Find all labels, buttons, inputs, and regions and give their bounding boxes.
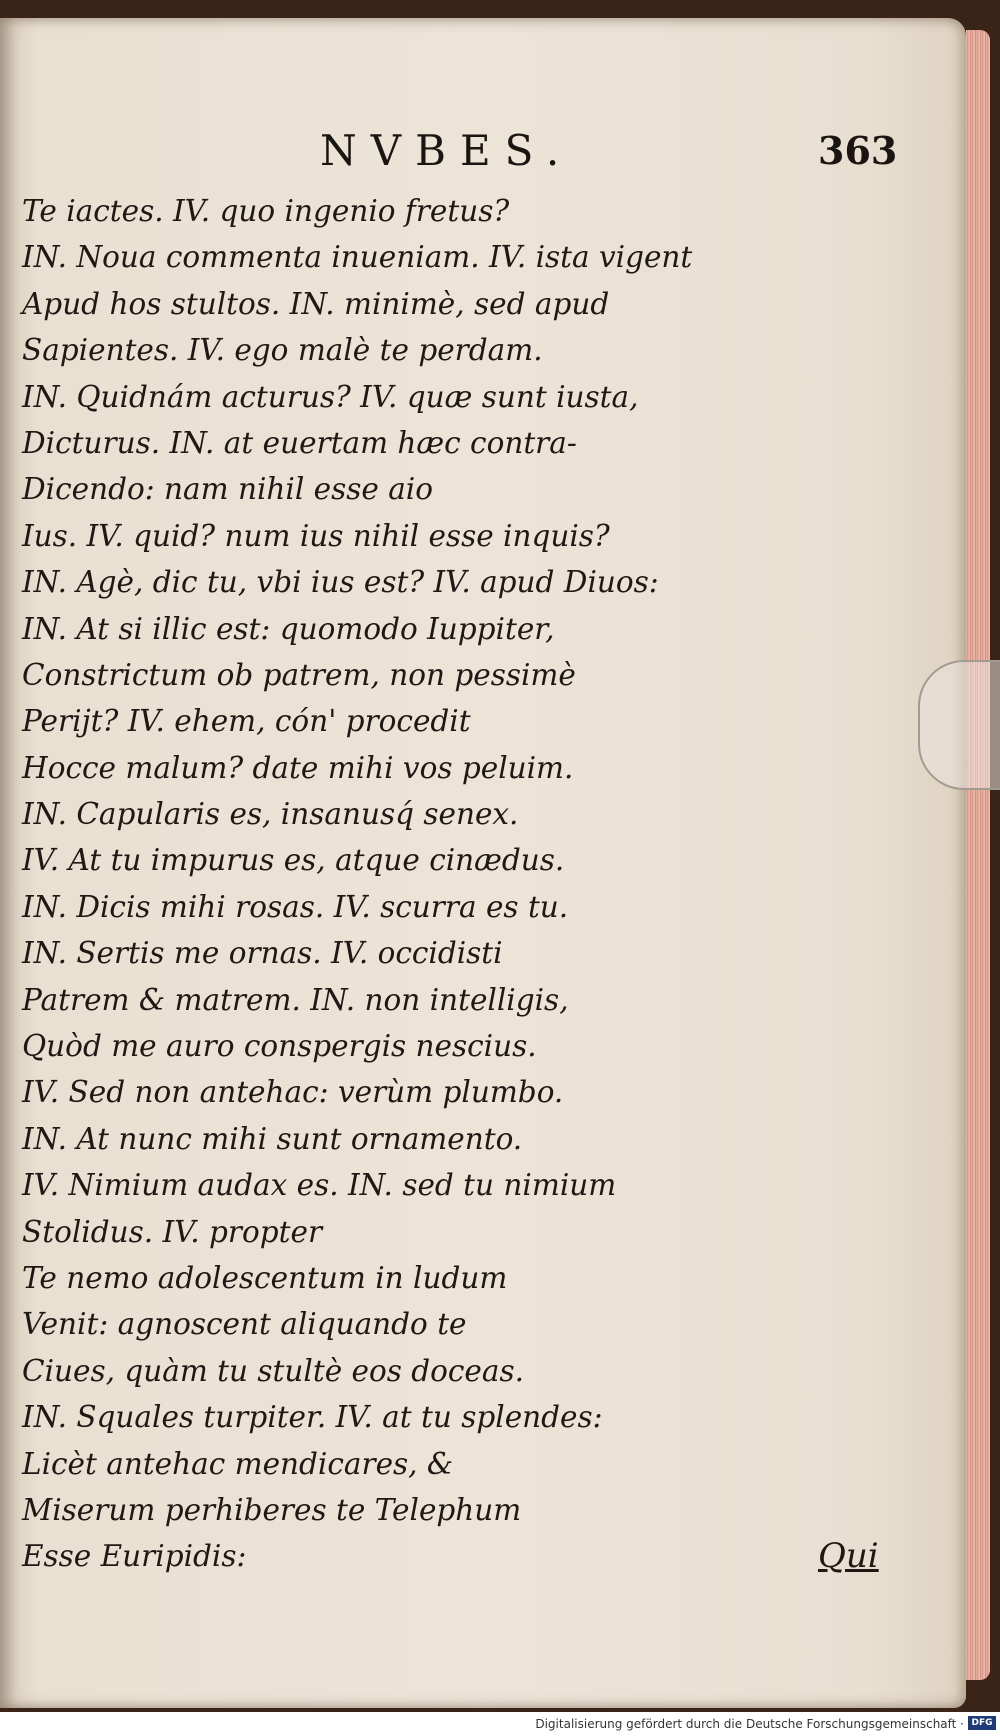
body-text bbox=[22, 188, 722, 1580]
page-clip bbox=[918, 660, 1000, 790]
footer bbox=[0, 1712, 1000, 1736]
text-line: Ius. IV. quid? num ius nihil esse inquis? bbox=[22, 518, 610, 553]
text-line: Miserum perhiberes te Telephum bbox=[22, 1492, 522, 1527]
text-line: IN. Noua commenta inueniam. IV. ista vigent bbox=[22, 240, 693, 275]
text-line: IN. Squales turpiter. IV. at tu splendes: bbox=[22, 1400, 603, 1435]
catchword: Qui bbox=[818, 1536, 879, 1576]
running-title: NVBES. bbox=[320, 126, 574, 175]
text-line: Sapientes. IV. ego malè te perdam. bbox=[22, 333, 543, 368]
page-number: 363 bbox=[818, 128, 898, 173]
text-line: Hocce malum? date mihi vos peluim. bbox=[22, 750, 574, 785]
text-line: Constrictum ob patrem, non pessimè bbox=[22, 657, 576, 692]
text-line: IN. Agè, dic tu, vbi ius est? IV. apud Diuos: bbox=[22, 565, 659, 600]
text-line: Patrem & matrem. IN. non intelligis, bbox=[22, 982, 569, 1017]
running-head bbox=[0, 126, 966, 176]
text-line: Apud hos stultos. IN. minimè, sed apud bbox=[22, 286, 610, 321]
text-line: IV. At tu impurus es, atque cinædus. bbox=[22, 843, 565, 878]
text-line: Venit: agnoscent aliquando te bbox=[22, 1307, 467, 1342]
text-line: IV. Sed non antehac: verùm plumbo. bbox=[22, 1075, 564, 1110]
text-line: Te nemo adolescentum in ludum bbox=[22, 1260, 508, 1295]
text-line: Te iactes. IV. quo ingenio fretus? bbox=[22, 194, 510, 228]
text-line: Esse Euripidis: bbox=[22, 1539, 247, 1574]
dfg-logo: DFG bbox=[968, 1716, 996, 1730]
text-line: IN. Sertis me ornas. IV. occidisti bbox=[22, 936, 503, 971]
text-line: IN. At nunc mihi sunt ornamento. bbox=[22, 1121, 523, 1156]
text-line: IN. Quidnám acturus? IV. quæ sunt iusta, bbox=[22, 379, 639, 414]
text-line: Dicturus. IN. at euertam hæc contra- bbox=[22, 425, 577, 460]
text-line: Dicendo: nam nihil esse aio bbox=[22, 472, 433, 507]
book-page bbox=[0, 18, 966, 1708]
text-line: Perijt? IV. ehem, cón' procedit bbox=[22, 704, 471, 739]
text-line: Licèt antehac mendicares, & bbox=[22, 1446, 454, 1481]
text-line: Ciues, quàm tu stultè eos doceas. bbox=[22, 1353, 524, 1388]
text-line: IN. Capularis es, insanusq́ senex. bbox=[22, 797, 519, 832]
page-edge bbox=[966, 30, 990, 1680]
text-line: IV. Nimium audax es. IN. sed tu nimium bbox=[22, 1168, 617, 1203]
text-line: IN. At si illic est: quomodo Iuppiter, bbox=[22, 611, 555, 646]
funding-credit: Digitalisierung gefördert durch die Deutsche Forschungsgemeinschaft · bbox=[535, 1717, 964, 1731]
text-line: Quòd me auro conspergis nescius. bbox=[22, 1029, 537, 1064]
text-line: IN. Dicis mihi rosas. IV. scurra es tu. bbox=[22, 889, 569, 924]
text-line: Stolidus. IV. propter bbox=[22, 1214, 323, 1249]
